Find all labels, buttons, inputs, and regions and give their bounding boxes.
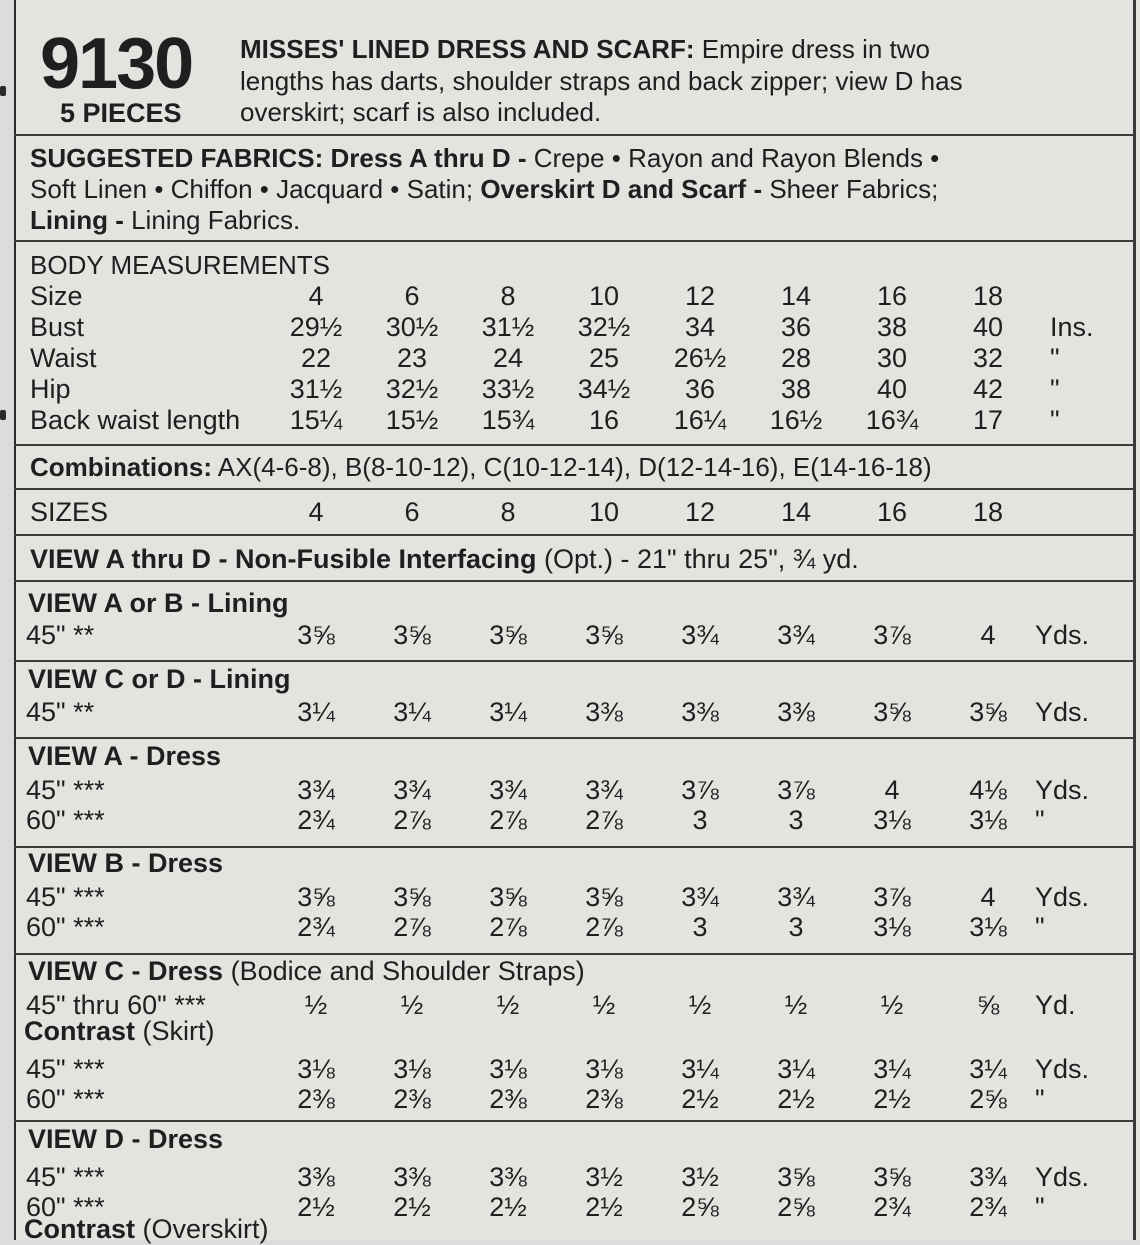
section-title-text: VIEW A or B - Lining [28,588,289,618]
pattern-number: 9130 [40,24,193,104]
fabrics-label: SUGGESTED FABRICS: [30,143,324,173]
fabrics-lining-label: Lining - [30,205,124,235]
cell-value: 16 [588,405,620,435]
divider [14,580,1134,582]
cell-value: 3 [692,912,708,942]
unit-label: Yds. [1035,1054,1090,1084]
cell-value: 3 [788,912,804,942]
cell-value: 3⅞ [873,882,911,912]
divider [14,534,1134,536]
section-title [28,956,585,987]
cell-value: 3⅝ [297,882,335,912]
unit-label: Yds. [1035,697,1090,727]
row-label: 60" *** [26,912,105,942]
cell-value: 24 [492,343,524,373]
cell-value: ½ [592,990,616,1020]
divider [14,488,1134,490]
cell-value: 3¾ [585,775,623,805]
cell-value: 29½ [289,312,343,342]
cell-value: 32½ [385,374,439,404]
cell-value: 32½ [577,312,631,342]
subsection-title-text: Contrast [24,1214,136,1244]
fabrics-line2 [30,174,938,205]
cell-value: 34 [684,312,716,342]
cell-value: 3½ [681,1162,719,1192]
fabrics-line1 [30,143,939,174]
cell-value: 42 [972,374,1004,404]
unit-label: " [1050,374,1060,404]
subsection-title [24,1016,215,1047]
cell-value: 6 [404,281,420,311]
subsection-note: (Skirt) [142,1016,215,1046]
cell-value: 2¾ [297,805,335,835]
cell-value: 3¼ [489,697,527,727]
table-row [0,1084,1140,1116]
fabrics-dress-label: Dress A thru D - [330,143,527,173]
cell-value: 2⅞ [585,912,623,942]
table-row [0,697,1140,729]
pattern-description-line2: lengths has darts, shoulder straps and back zipper; view D has [240,66,963,96]
cell-value: 10 [588,281,620,311]
unit-label: " [1035,1192,1045,1222]
cell-value: 3½ [585,1162,623,1192]
combinations-line [30,452,932,483]
cell-value: ½ [880,990,904,1020]
row-label: 45" *** [26,775,105,805]
combinations-text: AX(4-6-8), B(8-10-12), C(10-12-14), D(12-14-16), E(14-16-18) [217,452,932,482]
cell-value: 3⅝ [489,882,527,912]
cell-value: 40 [972,312,1004,342]
combinations-label: Combinations: [30,452,212,482]
unit-label: " [1050,343,1060,373]
fabrics-overskirt-text: Sheer Fabrics; [769,174,939,204]
section-title-text: VIEW B - Dress [28,848,224,878]
cell-value: 3⅝ [585,620,623,650]
table-row [0,805,1140,837]
table-row [0,775,1140,807]
cell-value: 30 [876,343,908,373]
cell-value: 2⅞ [393,805,431,835]
subsection-title-text: Contrast [24,1016,136,1046]
cell-value: ½ [304,990,328,1020]
cell-value: 3⅝ [969,697,1007,727]
cell-value: 38 [876,312,908,342]
table-row [0,620,1140,652]
cell-value: 2⅞ [585,805,623,835]
row-label: 45" *** [26,882,105,912]
unit-label: Yds. [1035,882,1090,912]
pattern-title: MISSES' LINED DRESS AND SCARF: [240,34,695,64]
cell-value: 3¼ [969,1054,1007,1084]
cell-value: 12 [684,281,716,311]
section-title-text: VIEW D - Dress [28,1124,224,1154]
cell-value: 2¾ [297,912,335,942]
cell-value: 16 [876,281,908,311]
cell-value: 4 [980,882,996,912]
size-value: 8 [500,497,516,527]
size-value: 4 [308,497,324,527]
cell-value: 3⅛ [489,1054,527,1084]
table-row [0,281,1140,313]
cell-value: 3⅛ [585,1054,623,1084]
cell-value: 2¾ [873,1192,911,1222]
cell-value: 3⅝ [777,1162,815,1192]
unit-label: Ins. [1050,312,1094,342]
table-row [0,343,1140,375]
row-label: 45" ** [26,697,95,727]
divider [14,134,1134,136]
cell-value: 2⅝ [969,1084,1007,1114]
cell-value: 3¼ [393,697,431,727]
cell-value: 3¾ [393,775,431,805]
cell-value: 3⅜ [777,697,815,727]
cell-value: 31½ [289,374,343,404]
size-value: 12 [684,497,716,527]
cell-value: 3⅜ [297,1162,335,1192]
table-row [0,405,1140,437]
cell-value: 3¾ [489,775,527,805]
cell-value: 22 [300,343,332,373]
cell-value: ½ [784,990,808,1020]
cell-value: 2⅜ [585,1084,623,1114]
cell-value: 38 [780,374,812,404]
table-row [0,1054,1140,1086]
row-label: Back waist length [30,405,241,435]
cell-value: ½ [400,990,424,1020]
table-row [0,312,1140,344]
pattern-description-line1 [240,34,930,65]
cell-value: 36 [684,374,716,404]
cell-value: 3⅞ [681,775,719,805]
cell-value: 28 [780,343,812,373]
cell-value: 16½ [769,405,823,435]
cell-value: 3¾ [681,620,719,650]
section-title [28,664,290,695]
cell-value: ⅝ [976,990,1000,1020]
cell-value: 2⅝ [681,1192,719,1222]
size-value: 14 [780,497,812,527]
cell-value: 4 [980,620,996,650]
unit-label: " [1035,1084,1045,1114]
table-row [0,912,1140,944]
cell-value: 3⅜ [489,1162,527,1192]
cell-value: 3¾ [969,1162,1007,1192]
cell-value: 3¼ [297,697,335,727]
cell-value: 3⅝ [393,620,431,650]
divider [14,737,1134,739]
cell-value: 16¼ [673,405,727,435]
cell-value: 3 [692,805,708,835]
cell-value: 2¾ [969,1192,1007,1222]
cell-value: 8 [500,281,516,311]
cell-value: 36 [780,312,812,342]
divider [14,953,1134,955]
cell-value: 2⅝ [777,1192,815,1222]
divider [14,1120,1134,1122]
row-label: 60" *** [26,1084,105,1114]
cell-value: 25 [588,343,620,373]
fabrics-line3 [30,205,300,236]
fabrics-dress-text: Crepe • Rayon and Rayon Blends • [533,143,940,173]
interfacing-line [30,544,859,575]
cell-value: 23 [396,343,428,373]
row-label: 60" *** [26,1192,105,1222]
cell-value: 4 [308,281,324,311]
cell-value: 4⅛ [969,775,1007,805]
size-value: 16 [876,497,908,527]
size-value: 18 [972,497,1004,527]
cell-value: 3⅞ [777,775,815,805]
cell-value: 2⅞ [393,912,431,942]
cell-value: 3⅝ [585,882,623,912]
interfacing-label: VIEW A thru D - Non-Fusible Interfacing [30,544,537,574]
cell-value: 2½ [681,1084,719,1114]
cell-value: 2½ [297,1192,335,1222]
unit-label: Yds. [1035,775,1090,805]
divider [14,240,1134,242]
table-row [0,1162,1140,1194]
pieces-count: 5 PIECES [60,98,182,128]
cell-value: 2⅜ [297,1084,335,1114]
subsection-title [24,1214,269,1245]
cell-value: 3⅛ [393,1054,431,1084]
cell-value: 2⅜ [489,1084,527,1114]
cell-value: 17 [972,405,1004,435]
cell-value: 3⅛ [297,1054,335,1084]
row-label: 45" *** [26,1054,105,1084]
cell-value: 3¼ [873,1054,911,1084]
section-title-text: VIEW C or D - Lining [28,664,291,694]
cell-value: 15¾ [481,405,535,435]
cell-value: 3⅝ [873,697,911,727]
cell-value: 32 [972,343,1004,373]
cell-value: 2½ [777,1084,815,1114]
cell-value: 16¾ [865,405,919,435]
edge-mark [0,86,6,96]
row-label: Bust [30,312,85,342]
section-title-text: VIEW A - Dress [28,741,222,771]
cell-value: 3¾ [777,620,815,650]
section-note: (Bodice and Shoulder Straps) [230,956,585,986]
cell-value: ½ [496,990,520,1020]
cell-value: 34½ [577,374,631,404]
section-title [28,588,288,619]
table-row [0,497,1140,529]
pattern-description-line3: overskirt; scarf is also included. [240,97,602,127]
table-row [0,374,1140,406]
unit-label: " [1035,912,1045,942]
section-title [28,848,223,879]
row-label: Size [30,281,83,311]
pattern-desc-1: Empire dress in two [701,34,931,64]
cell-value: 3⅝ [393,882,431,912]
cell-value: 40 [876,374,908,404]
fabrics-overskirt-label: Overskirt D and Scarf - [480,174,763,204]
row-label: Hip [30,374,71,404]
unit-label: Yd. [1035,990,1076,1020]
unit-label: Yds. [1035,620,1090,650]
cell-value: 3 [788,805,804,835]
cell-value: 3⅝ [873,1162,911,1192]
cell-value: 33½ [481,374,535,404]
cell-value: 3⅝ [297,620,335,650]
cell-value: 3⅛ [969,912,1007,942]
cell-value: 3⅛ [873,805,911,835]
cell-value: 3¾ [681,882,719,912]
cell-value: 3¼ [681,1054,719,1084]
unit-label: Yds. [1035,1162,1090,1192]
sizes-label: SIZES [30,497,109,527]
cell-value: 4 [884,775,900,805]
cell-value: 3⅛ [969,805,1007,835]
interfacing-text: (Opt.) - 21" thru 25", ¾ yd. [544,544,859,574]
row-label: 45" ** [26,620,95,650]
cell-value: 3⅛ [873,912,911,942]
cell-value: 2½ [489,1192,527,1222]
unit-label: " [1035,805,1045,835]
cell-value: 14 [780,281,812,311]
cell-value: 31½ [481,312,535,342]
size-value: 6 [404,497,420,527]
divider [14,444,1134,446]
cell-value: 2½ [873,1084,911,1114]
subsection-note: (Overskirt) [142,1214,269,1244]
cell-value: 2⅞ [489,912,527,942]
cell-value: 30½ [385,312,439,342]
cell-value: 2½ [585,1192,623,1222]
section-title [28,1124,223,1155]
row-label: 45" *** [26,1162,105,1192]
cell-value: 18 [972,281,1004,311]
divider [14,660,1134,662]
cell-value: 2½ [393,1192,431,1222]
table-row [0,882,1140,914]
fabrics-lining-text: Lining Fabrics. [131,205,301,235]
section-title-text: VIEW C - Dress [28,956,224,986]
section-title [28,741,221,772]
cell-value: 3⅞ [873,620,911,650]
row-label: 45" thru 60" *** [26,990,206,1020]
cell-value: ½ [688,990,712,1020]
cell-value: 3¾ [777,882,815,912]
row-label: 60" *** [26,805,105,835]
cell-value: 2⅜ [393,1084,431,1114]
cell-value: 26½ [673,343,727,373]
size-value: 10 [588,497,620,527]
cell-value: 3¼ [777,1054,815,1084]
cell-value: 3¾ [297,775,335,805]
cell-value: 3⅝ [489,620,527,650]
cell-value: 3⅜ [585,697,623,727]
cell-value: 15½ [385,405,439,435]
cell-value: 3⅜ [393,1162,431,1192]
unit-label: " [1050,405,1060,435]
cell-value: 3⅜ [681,697,719,727]
row-label: Waist [30,343,97,373]
body-measurements-heading: BODY MEASUREMENTS [30,250,331,280]
cell-value: 15¼ [289,405,343,435]
fabrics-line2-text: Soft Linen • Chiffon • Jacquard • Satin; [30,174,474,204]
cell-value: 2⅞ [489,805,527,835]
